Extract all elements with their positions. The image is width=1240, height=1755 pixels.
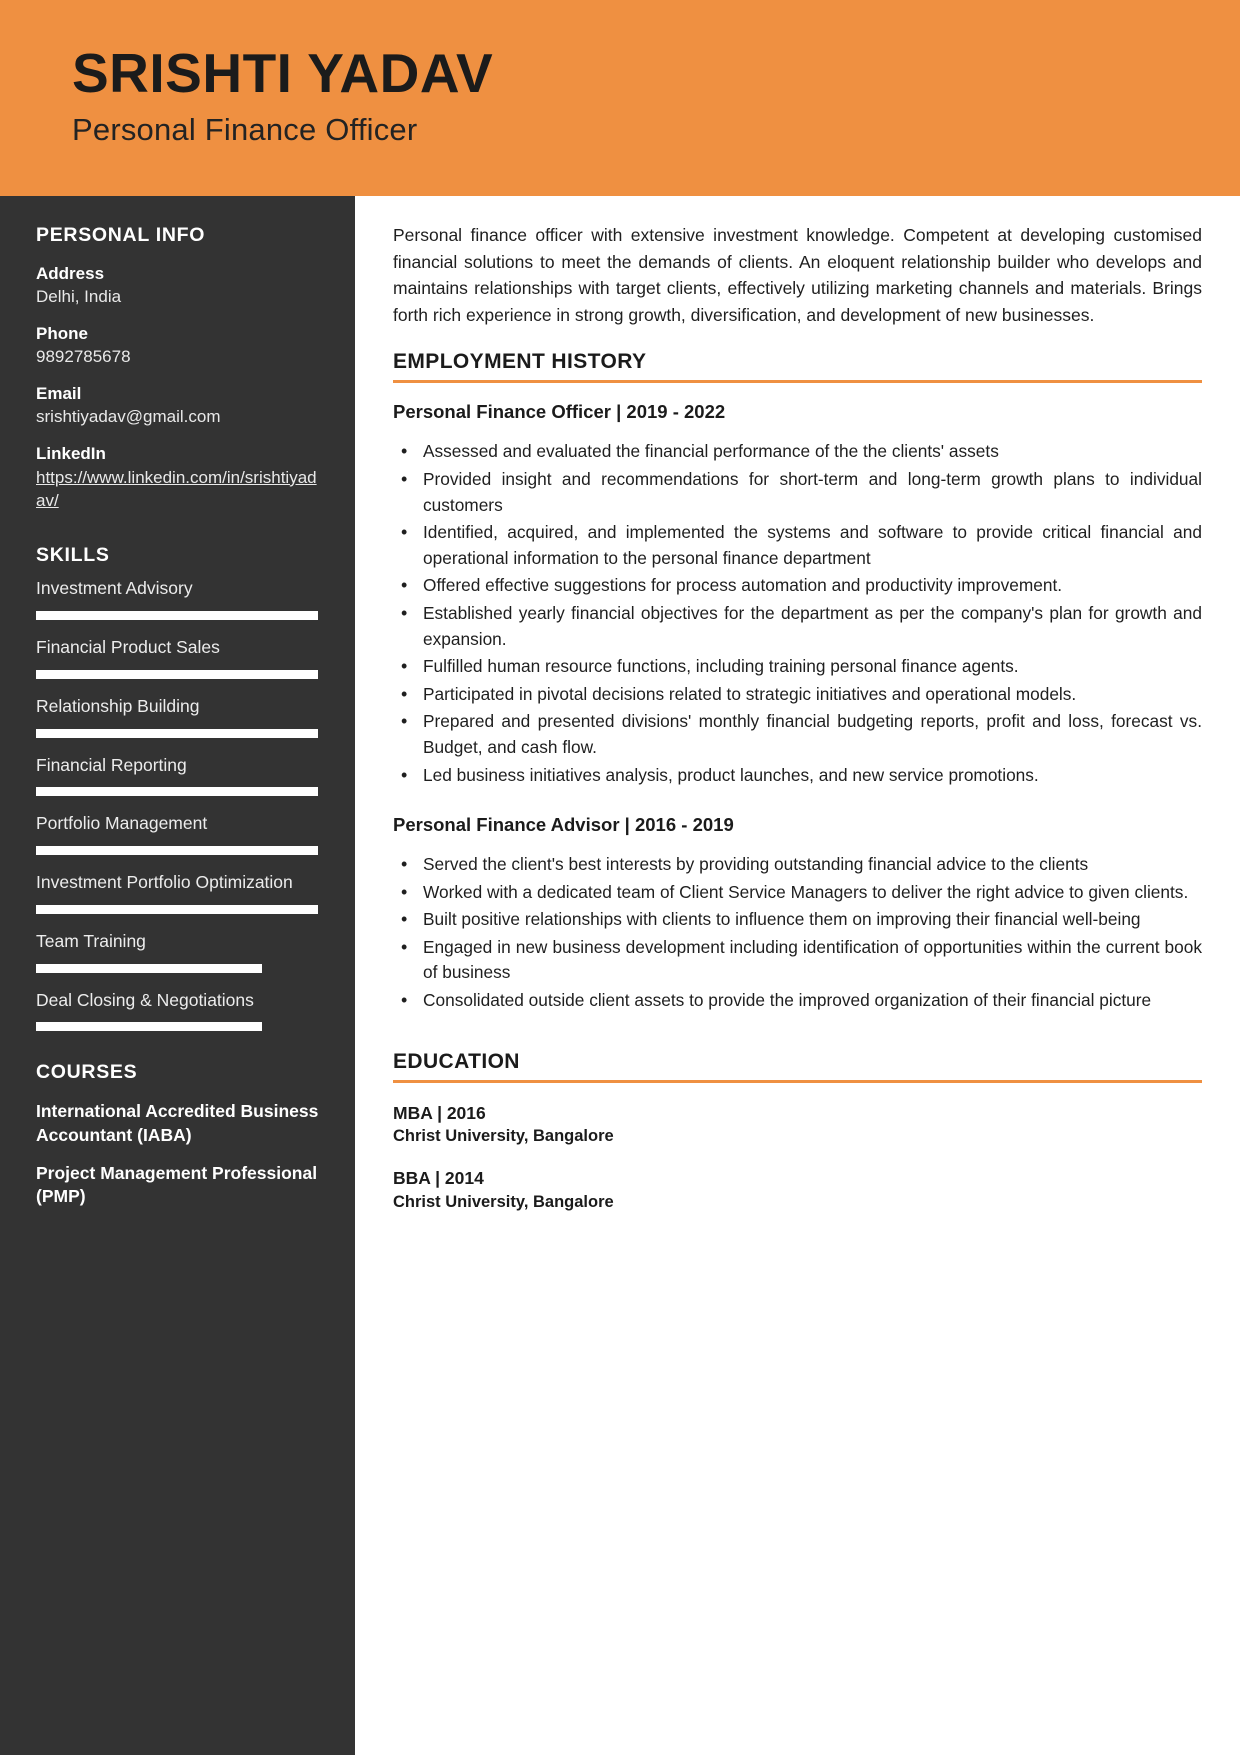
education-degree: BBA | 2014 (393, 1168, 484, 1189)
courses-list (36, 1100, 321, 1207)
course-item: International Accredited Business Accountant (IABA) (36, 1101, 319, 1145)
skill-item (36, 695, 321, 738)
skill-name: Investment Advisory (36, 578, 193, 599)
sidebar (0, 196, 355, 1755)
resume-header (0, 0, 1240, 196)
job-bullet: • Built positive relationships with clients to influence them on improving their financial well-being (397, 907, 1202, 933)
personal-info-item (36, 443, 321, 513)
job-bullet: • Established yearly financial objectives for the department as per the company's plan for growth and expansion. (397, 601, 1202, 652)
job-bullet: • Assessed and evaluated the financial performance of the the clients' assets (397, 439, 1202, 465)
skill-level-fill (36, 670, 318, 679)
skill-item (36, 636, 321, 679)
skills-list (36, 577, 321, 1031)
education-entry (393, 1166, 1202, 1214)
skill-name: Investment Portfolio Optimization (36, 872, 293, 893)
main-content (355, 196, 1240, 1755)
skill-name: Portfolio Management (36, 813, 208, 834)
job-bullet: • Engaged in new business development including identification of opportunities within the current book of business (397, 935, 1202, 986)
resume-body (0, 196, 1240, 1755)
candidate-name: SRISHTI YADAV (72, 42, 494, 104)
skill-level-bar (36, 964, 318, 973)
job-title: Personal Finance Officer | 2019 - 2022 (393, 401, 726, 423)
candidate-job-title: Personal Finance Officer (72, 111, 418, 147)
skills-heading: SKILLS (36, 544, 110, 567)
skill-level-fill (36, 729, 318, 738)
education-school: Christ University, Bangalore (393, 1192, 614, 1211)
skill-level-fill (36, 1022, 262, 1031)
personal-info-label: Address (36, 264, 105, 283)
job-bullet-list (397, 439, 1202, 788)
personal-info-list (36, 263, 321, 512)
personal-info-value: srishtiyadav@gmail.com (36, 406, 221, 426)
skill-item (36, 754, 321, 797)
personal-info-label: Phone (36, 323, 88, 343)
job-entry (393, 401, 1202, 788)
skill-item (36, 871, 321, 914)
job-bullet: • Served the client's best interests by providing outstanding financial advice to the clients (397, 852, 1202, 878)
job-bullet: • Fulfilled human resource functions, including training personal finance agents. (397, 654, 1202, 680)
skill-level-fill (36, 964, 262, 973)
employment-history-heading: EMPLOYMENT HISTORY (393, 350, 1202, 383)
education-entry (393, 1101, 1202, 1149)
job-bullet: • Prepared and presented divisions' monthly financial budgeting reports, profit and loss, forecast vs. Budget, and cash flow. (397, 709, 1202, 760)
personal-info-item (36, 323, 321, 369)
job-entry (393, 814, 1202, 1014)
linkedin-link[interactable]: https://www.linkedin.com/in/srishtiyadav/ (36, 467, 317, 511)
skill-item (36, 930, 321, 973)
education-school: Christ University, Bangalore (393, 1127, 614, 1146)
job-bullet: • Offered effective suggestions for process automation and productivity improvement. (397, 573, 1202, 599)
skill-item (36, 577, 321, 620)
professional-summary: Personal finance officer with extensive investment knowledge. Competent at developing customised financial solutions to meet the demands of clients. An eloquent relationship builder who develops and maintains relationships with target clients, effectively utilizing marketing channels and materials. Brings forth rich experience in strong growth, diversification, and development of new businesses. (393, 225, 1202, 325)
skill-level-bar (36, 729, 318, 738)
skill-level-bar (36, 787, 318, 796)
education-degree: MBA | 2016 (393, 1102, 486, 1123)
job-bullet: • Participated in pivotal decisions related to strategic initiatives and operational models. (397, 682, 1202, 708)
skill-name: Financial Reporting (36, 754, 187, 775)
job-bullet: • Worked with a dedicated team of Client Service Managers to deliver the right advice to given clients. (397, 880, 1202, 906)
personal-info-value: 9892785678 (36, 346, 131, 366)
skill-name: Team Training (36, 930, 146, 951)
skill-name: Deal Closing & Negotiations (36, 989, 254, 1010)
job-bullet: • Provided insight and recommendations for short-term and long-term growth plans to individual customers (397, 467, 1202, 518)
employment-list (393, 401, 1202, 1013)
job-bullet-list (397, 852, 1202, 1014)
education-heading: EDUCATION (393, 1050, 1202, 1083)
job-bullet: • Consolidated outside client assets to provide the improved organization of their financial picture (397, 988, 1202, 1014)
personal-info-label: LinkedIn (36, 443, 106, 463)
skill-level-fill (36, 787, 318, 796)
skill-level-bar (36, 905, 318, 914)
skill-level-bar (36, 846, 318, 855)
skill-level-fill (36, 846, 318, 855)
personal-info-value: Delhi, India (36, 286, 122, 306)
skill-item (36, 989, 321, 1032)
personal-info-item (36, 263, 321, 309)
personal-info-item (36, 383, 321, 429)
skill-name: Relationship Building (36, 695, 200, 716)
job-bullet: • Identified, acquired, and implemented the systems and software to provide critical financial and operational information to the personal finance department (397, 520, 1202, 571)
courses-heading: COURSES (36, 1061, 138, 1084)
education-list (393, 1101, 1202, 1214)
skill-level-fill (36, 611, 318, 620)
personal-info-label: Email (36, 383, 82, 403)
skill-level-fill (36, 905, 318, 914)
skill-level-bar (36, 1022, 318, 1031)
course-item: Project Management Professional (PMP) (36, 1162, 318, 1206)
personal-info-heading: PERSONAL INFO (36, 224, 206, 246)
skill-name: Financial Product Sales (36, 637, 220, 658)
job-title: Personal Finance Advisor | 2016 - 2019 (393, 814, 734, 836)
job-bullet: • Led business initiatives analysis, product launches, and new service promotions. (397, 763, 1202, 789)
skill-item (36, 812, 321, 855)
skill-level-bar (36, 670, 318, 679)
skill-level-bar (36, 611, 318, 620)
